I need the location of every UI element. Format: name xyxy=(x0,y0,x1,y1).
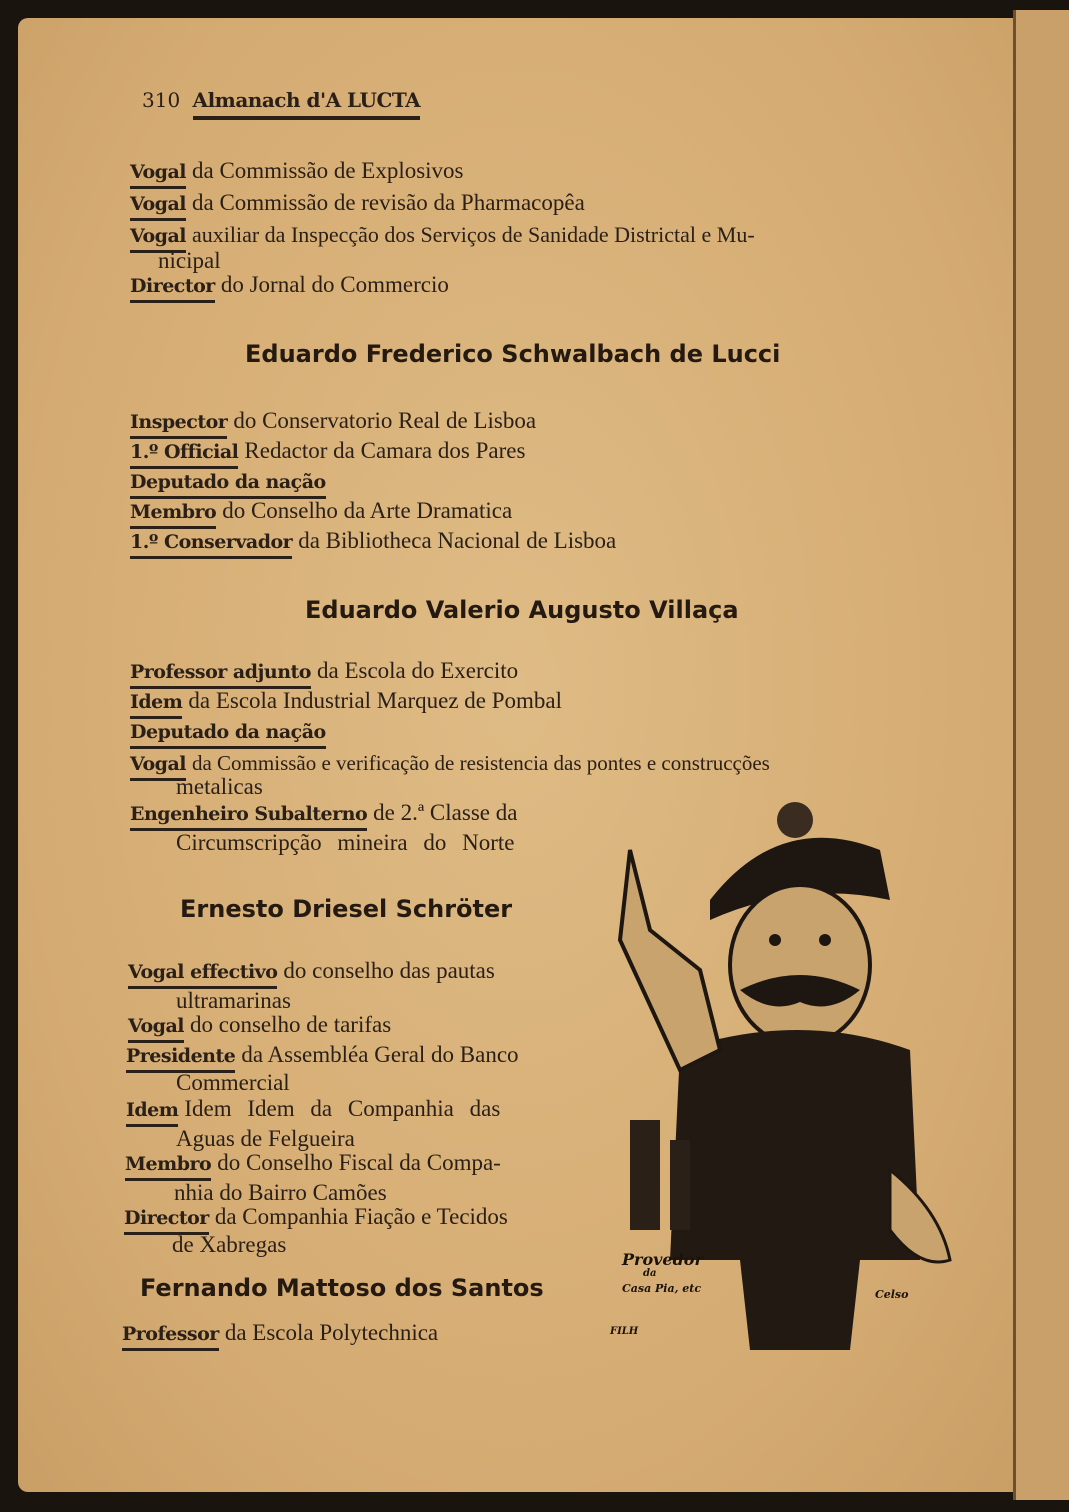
person-name-heading: Eduardo Frederico Schwalbach de Lucci xyxy=(245,340,781,368)
entry xyxy=(128,958,495,989)
entry-role: 1.º Conservador xyxy=(130,530,292,559)
entry xyxy=(130,468,332,499)
entry-continuation: nicipal xyxy=(158,248,221,273)
entry xyxy=(130,658,518,689)
entry xyxy=(130,528,616,559)
entry-role: Presidente xyxy=(126,1044,235,1073)
entry-text: do Conselho Fiscal da Compa- xyxy=(217,1150,501,1175)
entry-text: da Escola Industrial Marquez de Pombal xyxy=(188,688,563,713)
entry-role: Engenheiro Subalterno xyxy=(130,802,367,831)
entry-text: da Commissão e verificação de resistencia das pontes e construcções xyxy=(191,751,770,775)
entry-role: Professor xyxy=(122,1322,219,1351)
entry-text: da Escola do Exercito xyxy=(316,658,519,683)
entry-role: Deputado da nação xyxy=(130,470,326,499)
entry-role: Director xyxy=(130,274,215,303)
running-header xyxy=(142,88,420,112)
next-page-edge xyxy=(1013,10,1069,1500)
entry-text: da Companhia Fiação e Tecidos xyxy=(214,1204,508,1229)
entry-text: do conselho de tarifas xyxy=(189,1012,392,1037)
entry-role: Professor adjunto xyxy=(130,660,311,689)
header-title: Almanach d'A LUCTA xyxy=(193,88,421,120)
entry-text: da Assembléa Geral do Banco xyxy=(241,1042,519,1067)
entry-text: do Conselho da Arte Dramatica xyxy=(222,498,513,523)
entry-role: Vogal xyxy=(130,224,186,253)
entry-role: 1.º Official xyxy=(130,440,238,469)
entry-continuation: metalicas xyxy=(176,774,263,799)
entry-continuation: nhia do Bairro Camões xyxy=(174,1180,387,1205)
entry xyxy=(130,800,517,831)
entry xyxy=(128,1012,391,1043)
entry-text: da Bibliotheca Nacional de Lisboa xyxy=(298,528,617,553)
entry xyxy=(125,1150,501,1181)
entry xyxy=(122,1320,438,1351)
entry-text: de 2.ª Classe da xyxy=(373,800,518,825)
entry-role: Vogal effectivo xyxy=(128,960,277,989)
artist-signature: Celso xyxy=(875,1288,909,1301)
entry xyxy=(130,158,464,189)
caricature-caption: Casa Pia, etc xyxy=(622,1282,702,1295)
entry xyxy=(124,1204,508,1235)
entry-role: Vogal xyxy=(128,1014,184,1043)
entry-continuation: Circumscripção mineira do Norte xyxy=(176,830,515,855)
caricature-caption: da xyxy=(643,1268,657,1279)
person-name-heading: Eduardo Valerio Augusto Villaça xyxy=(305,596,739,624)
person-name-heading: Ernesto Driesel Schröter xyxy=(180,895,513,923)
entry-role: Vogal xyxy=(130,752,186,781)
entry-text: do Jornal do Commercio xyxy=(220,272,449,297)
entry-text: auxiliar da Inspecção dos Serviços de Sanidade Districtal e Mu- xyxy=(191,222,755,247)
page-number: 310 xyxy=(142,88,181,112)
entry-text: da Commissão de revisão da Pharmacopêa xyxy=(191,190,585,215)
entry-role: Inspector xyxy=(130,410,227,439)
entry-continuation: ultramarinas xyxy=(176,988,291,1013)
entry-role: Membro xyxy=(130,500,216,529)
entry-role: Director xyxy=(124,1206,209,1235)
entry-role: Membro xyxy=(125,1152,211,1181)
entry xyxy=(130,498,512,529)
entry-text: do conselho das pautas xyxy=(283,958,495,983)
entry xyxy=(126,1096,500,1127)
entry xyxy=(130,718,332,749)
entry-continuation: Commercial xyxy=(176,1070,290,1095)
entry xyxy=(130,222,755,253)
entry-role: Deputado da nação xyxy=(130,720,326,749)
entry-text: Redactor da Camara dos Pares xyxy=(244,438,526,463)
entry-role: Vogal xyxy=(130,192,186,221)
entry-role: Idem xyxy=(130,690,182,719)
entry xyxy=(130,408,536,439)
person-name-heading: Fernando Mattoso dos Santos xyxy=(140,1274,544,1302)
entry xyxy=(130,688,562,719)
entry-role: Idem xyxy=(126,1098,178,1127)
caricature-caption: Provedor xyxy=(622,1250,703,1269)
entry-continuation: Aguas de Felgueira xyxy=(176,1126,355,1151)
entry xyxy=(130,272,449,303)
entry xyxy=(130,190,585,221)
entry-text: do Conservatorio Real de Lisboa xyxy=(233,408,537,433)
entry-text: da Commissão de Explosivos xyxy=(191,158,464,183)
entry-text: Idem Idem da Companhia das xyxy=(184,1096,501,1121)
entry-text: da Escola Polytechnica xyxy=(224,1320,439,1345)
entry-continuation: de Xabregas xyxy=(172,1232,287,1257)
artist-monogram: FILH xyxy=(610,1326,639,1337)
entry-role: Vogal xyxy=(130,160,186,189)
entry xyxy=(130,438,525,469)
entry xyxy=(126,1042,519,1073)
